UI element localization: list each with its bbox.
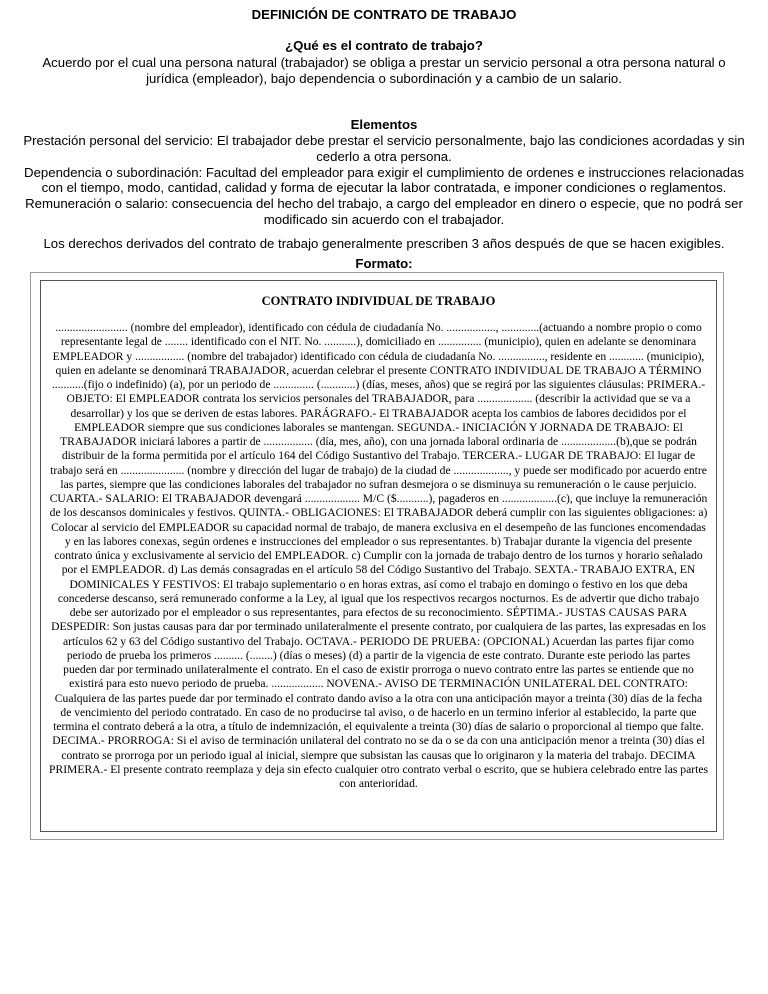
element-personal-service: Prestación personal del servicio: El trabajador debe prestar el servicio personalmente, bajo las condiciones acordadas y sin cederlo a otra persona. [23,133,745,164]
prescription-note: Los derechos derivados del contrato de trabajo generalmente prescriben 3 años después de que se hacen exigibles. [43,236,725,251]
elements-heading: Elementos [350,117,418,132]
document-title: DEFINICIÓN DE CONTRATO DE TRABAJO [251,7,517,22]
contract-body-text: ......................... (nombre del empleador), identificado con cédula de ciudadanía No. ................., .............(actuando a nombre propio o como representante legal de ........ identificado con el NIT. No. ...........), domiciliado en ............... (municipio), quien en adelante se denominara EMPLEADOR y ................. (nombre del trabajador) identificado con cédula de ciudadanía No. ................, residente en ............ (municipio), quien en adelante se denominará TRABAJADOR, acuerdan celebrar el presente CONTRATO INDIVIDUAL DE TRABAJO A TÉRMINO ...........(fijo o indefinido) (a), por un periodo de .............. (............) (días, meses, años) que se regirá por las siguientes cláusulas: PRIMERA.- OBJETO: El EMPLEADOR contrata los servicios personales del TRABAJADOR, para ................... (describir la actividad que se va a desarrollar) y los que se deriven de estas labores. PARÁGRAFO.- El TRABAJADOR acepta los cambios de labores decididos por el EMPLEADOR siempre que sus condiciones laborales se mantengan. SEGUNDA.- INICIACIÓN Y JORNADA DE TRABAJO: El TRABAJADOR iniciará labores a partir de ................. (día, mes, año), con una jornada laboral ordinaria de ...................(b),que se podrán distribuir de la forma permitida por el artículo 164 del Código Sustantivo del Trabajo. TERCERA.- LUGAR DE TRABAJO: El lugar de trabajo será en ...................... (nombre y dirección del lugar de trabajo) de la ciudad de ..................., y puede ser modificado por acuerdo entre las partes, siempre que las condiciones laborales del trabajador no sufran desmejora o se disminuya su remuneración o le cause perjuicio. CUARTA.- SALARIO: El TRABAJADOR devengará ................... M/C ($...........), pagaderos en ...................(c), que incluye la remuneración de los descansos dominicales y festivos. QUINTA.- OBLIGACIONES: El TRABAJADOR deberá cumplir con las siguientes obligaciones: a) Colocar al servicio del EMPLEADOR su capacidad normal de trabajo, de manera exclusiva en el desempeño de las funciones encomendadas y en las labores conexas, según ordenes e instrucciones del empleador o sus representantes. b) Trabajar durante la vigencia del presente contrato única y exclusivamente al servicio del EMPLEADOR. c) Cumplir con la jornada de trabajo dentro de los turnos y horario señalado por el EMPLEADOR. d) Las demás consagradas en el artículo 58 del Código Sustantivo del Trabajo. SEXTA.- TRABAJO EXTRA, EN DOMINICALES Y FESTIVOS: El trabajo suplementario o en horas extras, así como el trabajo en domingo o festivo en los que deba concederse descanso, será remunerado conforme a la Ley, al igual que los respectivos recargos nocturnos. Es de advertir que dicho trabajo debe ser autorizado por el empleador o sus representantes, para efectos de su reconocimiento. SÉPTIMA.- JUSTAS CAUSAS PARA DESPEDIR: Son justas causas para dar por terminado unilateralmente el presente contrato, por cualquiera de las partes, las expresadas en los artículos 62 y 63 del Código sustantivo del Trabajo. OCTAVA.- PERIODO DE PRUEBA: (OPCIONAL) Acuerdan las partes fijar como periodo de prueba los primeros .......... (........) (días o meses) (d) a partir de la vigencia de este contrato. Durante este periodo las partes pueden dar por terminado unilateralmente el contrato. En el caso de existir prorroga o nuevo contrato entre las partes se entiende que no existirá para esto nuevo periodo de prueba. .................. NOVENA.- AVISO DE TERMINACIÓN UNILATERAL DEL CONTRATO: Cualquiera de las partes puede dar por terminado el contrato dando aviso a la otra con una anticipación mayor a treinta (30) días de la fecha de vencimiento del periodo contratado. En caso de no producirse tal aviso, o de hacerlo en un termino inferior al establecido, la parte que termina el contrato deberá a la otra, a título de indemnización, el equivalente a treinta (30) días de salario o proporcional al tiempo que falte. DECIMA.- PRORROGA: Si el aviso de terminación unilateral del contrato no se da o se da con una anticipación menor a treinta (30) días el contrato se prorroga por un periodo igual al inicial, siempre que subsistan las causas que lo originaron y la materia del trabajo. DECIMA PRIMERA.- El presente contrato reemplaza y deja sin efecto cualquier otro contrato verbal o escrito, que se hubiera celebrado entre las partes con anterioridad. [49,321,708,790]
elements-list [18,133,750,228]
question-heading: ¿Qué es el contrato de trabajo? [285,38,483,53]
question-definition-text: Acuerdo por el cual una persona natural (trabajador) se obliga a prestar un servicio personal a otra persona natural o jurídica (empleador), bajo dependencia o subordinación y a cambio de un salario. [42,55,726,86]
format-label: Formato: [355,256,413,271]
element-subordination: Dependencia o subordinación: Facultad del empleador para exigir el cumplimiento de ordenes e instrucciones relacionadas con el tiempo, modo, cantidad, calidad y forma de ejecutar la labor contratada, e imponer condiciones o reglamentos. [24,164,744,196]
contract-box [40,280,717,832]
element-salary: Remuneración o salario: consecuencia del hecho del trabajo, a cargo del empleador en dinero o especie, que no podrá ser modificado sin acuerdo con el trabajador. [25,196,743,227]
contract-title: CONTRATO INDIVIDUAL DE TRABAJO [261,294,496,308]
